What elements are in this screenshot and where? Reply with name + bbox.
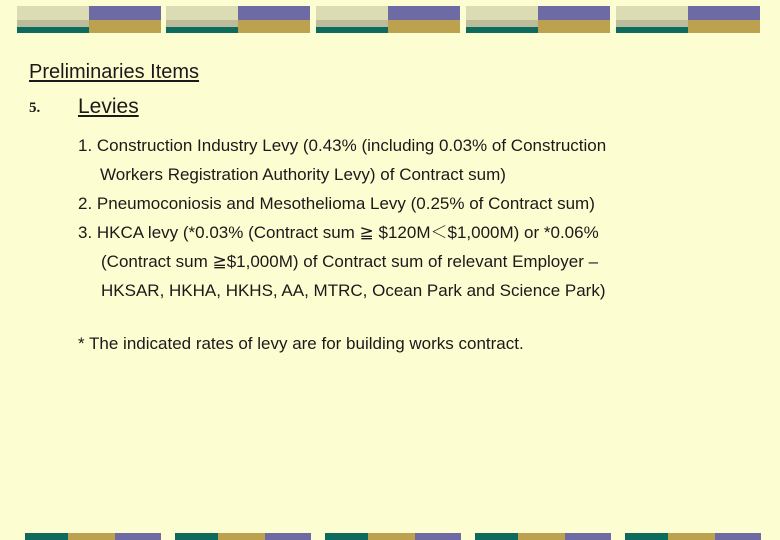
header-band-block [17, 6, 161, 33]
footer-band-block [325, 533, 461, 540]
header-decorative-band [0, 6, 780, 33]
list-item: 1. Construction Industry Levy (0.43% (including 0.03% of Construction [78, 136, 607, 155]
footnote: * The indicated rates of levy are for building works contract. [78, 334, 524, 353]
list-item-continuation: (Contract sum ≧$1,000M) of Contract sum of relevant Employer – [101, 252, 599, 271]
list-item-continuation: Workers Registration Authority Levy) of Contract sum) [100, 165, 506, 184]
header-band-block [166, 6, 310, 33]
list-item-continuation: HKSAR, HKHA, HKHS, AA, MTRC, Ocean Park and Science Park) [101, 281, 606, 300]
footer-band-block [475, 533, 611, 540]
footer-band-block [625, 533, 761, 540]
footer-band-block [175, 533, 311, 540]
header-band-block [316, 6, 460, 33]
list-item: 3. HKCA levy (*0.03% (Contract sum ≧ $120M＜$1,000M) or *0.06% [78, 223, 599, 242]
section-heading: Preliminaries Items [29, 61, 200, 83]
footer-decorative-band [0, 533, 780, 540]
header-band-block [616, 6, 760, 33]
levies-list [78, 131, 768, 305]
header-band-block [466, 6, 610, 33]
item-number: 5. [29, 100, 41, 116]
item-title: Levies [78, 95, 139, 118]
list-item: 2. Pneumoconiosis and Mesothelioma Levy (0.25% of Contract sum) [78, 194, 595, 213]
footer-band-block [25, 533, 161, 540]
